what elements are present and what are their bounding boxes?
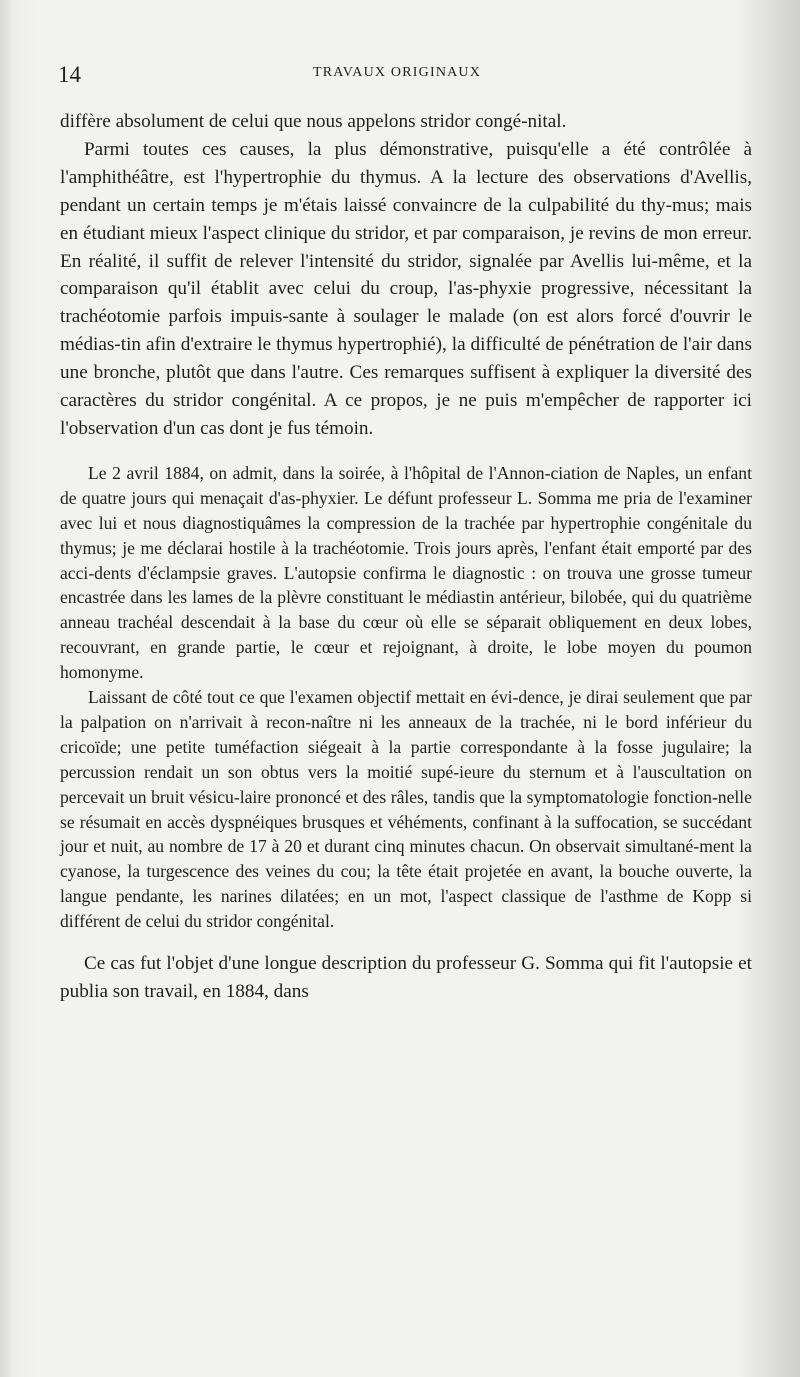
paragraph-thymus-causes: Parmi toutes ces causes, la plus démonstrative, puisqu'elle a été contrôlée à l'amphithéâtre, est l'hypertrophie du thymus. A la lecture des observations d'Avellis, pendant un certain temps je m'étais laissé convaincre de la culpabilité du thy-mus; mais en étudiant mieux l'aspect clinique du stridor, et par comparaison, je revins de mon erreur. En réalité, il suffit de relever l'intensité du stridor, signalée par Avellis lui-même, et la comparaison qu'il établit avec celui du croup, l'as-phyxie progressive, nécessitant la trachéotomie parfois impuis-sante à soulager le malade (on est alors forcé d'ouvrir le médias-tin afin d'extraire le thymus hypertrophié), la difficulté de pénétration de l'air dans une bronche, plutôt que dans l'autre. Ces remarques suffisent à expliquer la diversité des caractères du stridor congénital. A ce propos, je ne puis m'empêcher de rapporter ici l'observation d'un cas dont je fus témoin.: [60, 138, 752, 439]
paragraph-case-report: Le 2 avril 1884, on admit, dans la soirée, à l'hôpital de l'Annon-ciation de Naples, un enfant de quatre jours qui menaçait d'as-phyxier. Le défunt professeur L. Somma me pria de l'examiner avec lui et nous diagnostiquâmes la compression de la trachée par hypertrophie congénitale du thymus; je me déclarai hostile à la trachéotomie. Trois jours après, l'enfant était emporté par des acci-dents d'éclampsie graves. L'autopsie confirma le diagnostic : on trouva une grosse tumeur encastrée dans les lames de la plèvre constituant le médiastin antérieur, bilobée, qui du quatrième anneau trachéal descendait à la base du cœur où elle se séparait obliquement en deux lobes, recouvrant, en grande partie, le cœur et rejoignant, à droite, le lobe moyen du poumon homonyme.: [60, 462, 752, 683]
page-body: [60, 108, 752, 1006]
page-header: [58, 62, 748, 92]
page-number: 14: [58, 62, 81, 87]
paragraph-examination: Laissant de côté tout ce que l'examen objectif mettait en évi-dence, je dirai seulement que par la palpation on n'arrivait à recon-naître ni les anneaux de la trachée, ni le bord inférieur du cricoïde; une petite tuméfaction siégeait à la partie correspondante à la fosse jugulaire; la percussion rendait un son obtus vers la moitié supé-ieure du sternum et à l'auscultation on percevait un bruit vésicu-laire prononcé et des râles, tandis que la symptomatologie fonction-nelle se résumait en accès dyspnéiques brusques et véhéments, confinant à la suffocation, se succédant jour et nuit, au nombre de 17 à 20 et durant cinq minutes chacun. On observait simultané-ment la cyanose, la turgescence des veines du cou; la tête était projetée en avant, la bouche ouverte, la langue pendante, les narines dilatées; en un mot, l'aspect classique de l'asthme de Kopp si différent de celui du stridor congénital.: [60, 687, 752, 932]
paragraph-publication: Ce cas fut l'objet d'une longue description du professeur G. Somma qui fit l'autopsie et publia son travail, en 1884, dans: [60, 953, 752, 1002]
paragraph-continued: diffère absolument de celui que nous appelons stridor congé-nital.: [60, 111, 567, 132]
running-head: TRAVAUX ORIGINAUX: [313, 65, 482, 80]
